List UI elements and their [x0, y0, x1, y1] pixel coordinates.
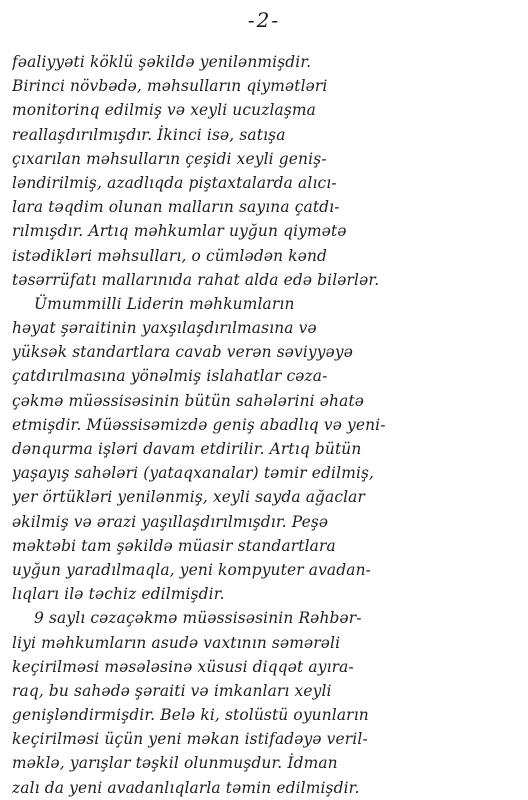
text-line: raq, bu sahədə şəraiti və imkanları xeyli	[12, 681, 332, 700]
handwritten-body-text	[12, 50, 524, 800]
text-line: lıqları ilə təchiz edilmişdir.	[12, 585, 225, 604]
text-line: genişləndirmişdir. Belə ki, stolüstü oyunların	[12, 706, 369, 725]
text-line: çatdırılmasına yönəlmiş islahatlar cəza-	[12, 367, 328, 386]
text-line: 9 saylı cəzaçəkmə müəssisəsinin Rəhbər-	[34, 609, 362, 628]
text-line: liyi məhkumların asudə vaxtının səmərəli	[12, 633, 341, 652]
text-line: keçirilməsi məsələsinə xüsusi diqqət ayıra-	[12, 657, 354, 676]
text-line: uyğun yaradılmaqla, yeni kompyuter avadan-	[12, 560, 371, 579]
text-line: yaşayış sahələri (yataqxanalar) təmir edilmiş,	[12, 464, 375, 483]
text-line: əkilmiş və ərazi yaşıllaşdırılmışdır. Peşə	[12, 512, 329, 531]
text-line: yer örtükləri yenilənmiş, xeyli sayda ağaclar	[12, 488, 366, 507]
text-line: Ümummilli Liderin məhkumların	[34, 294, 295, 313]
text-line: monitorinq edilmiş və xeyli ucuzlaşma	[12, 101, 316, 120]
text-line: Birinci növbədə, məhsulların qiymətləri	[12, 77, 328, 96]
text-line: istədikləri məhsulları, o cümlədən kənd	[12, 246, 328, 265]
text-line: təsərrüfatı mallarınıda rahat alda edə bilərlər.	[12, 270, 380, 289]
text-line: rılmışdır. Artıq məhkumlar uyğun qiymətə	[12, 222, 347, 241]
text-line: ləndirilmiş, azadlıqda piştaxtalarda alıcı-	[12, 173, 337, 192]
text-line: reallaşdırılmışdır. İkinci isə, satışa	[12, 125, 286, 144]
text-line: keçirilməsi üçün yeni məkan istifadəyə veril-	[12, 730, 368, 749]
page-number: -2-	[247, 8, 281, 32]
text-line: məklə, yarışlar təşkil olunmuşdur. İdman	[12, 754, 338, 773]
text-line: çəkmə müəssisəsinin bütün sahələrini əhatə	[12, 391, 365, 410]
text-line: yüksək standartlara cavab verən səviyyəyə	[12, 343, 353, 362]
text-line: dənqurma işləri davam etdirilir. Artıq bütün	[12, 440, 362, 458]
text-line: fəaliyyəti köklü şəkildə yenilənmişdir.	[12, 53, 312, 71]
text-line: məktəbi tam şəkildə müasir standartlara	[12, 536, 336, 555]
text-line: zalı da yeni avadanlıqlarla təmin edilmişdir.	[12, 778, 360, 797]
text-line: çıxarılan məhsulların çeşidi xeyli geniş-	[12, 149, 327, 168]
text-line: həyat şəraitinin yaxşılaşdırılmasına və	[12, 319, 317, 338]
text-line: etmişdir. Müəssisəmizdə geniş abadlıq və yeni-	[12, 415, 386, 434]
text-line: lara təqdim olunan malların sayına çatdı-	[12, 198, 340, 217]
